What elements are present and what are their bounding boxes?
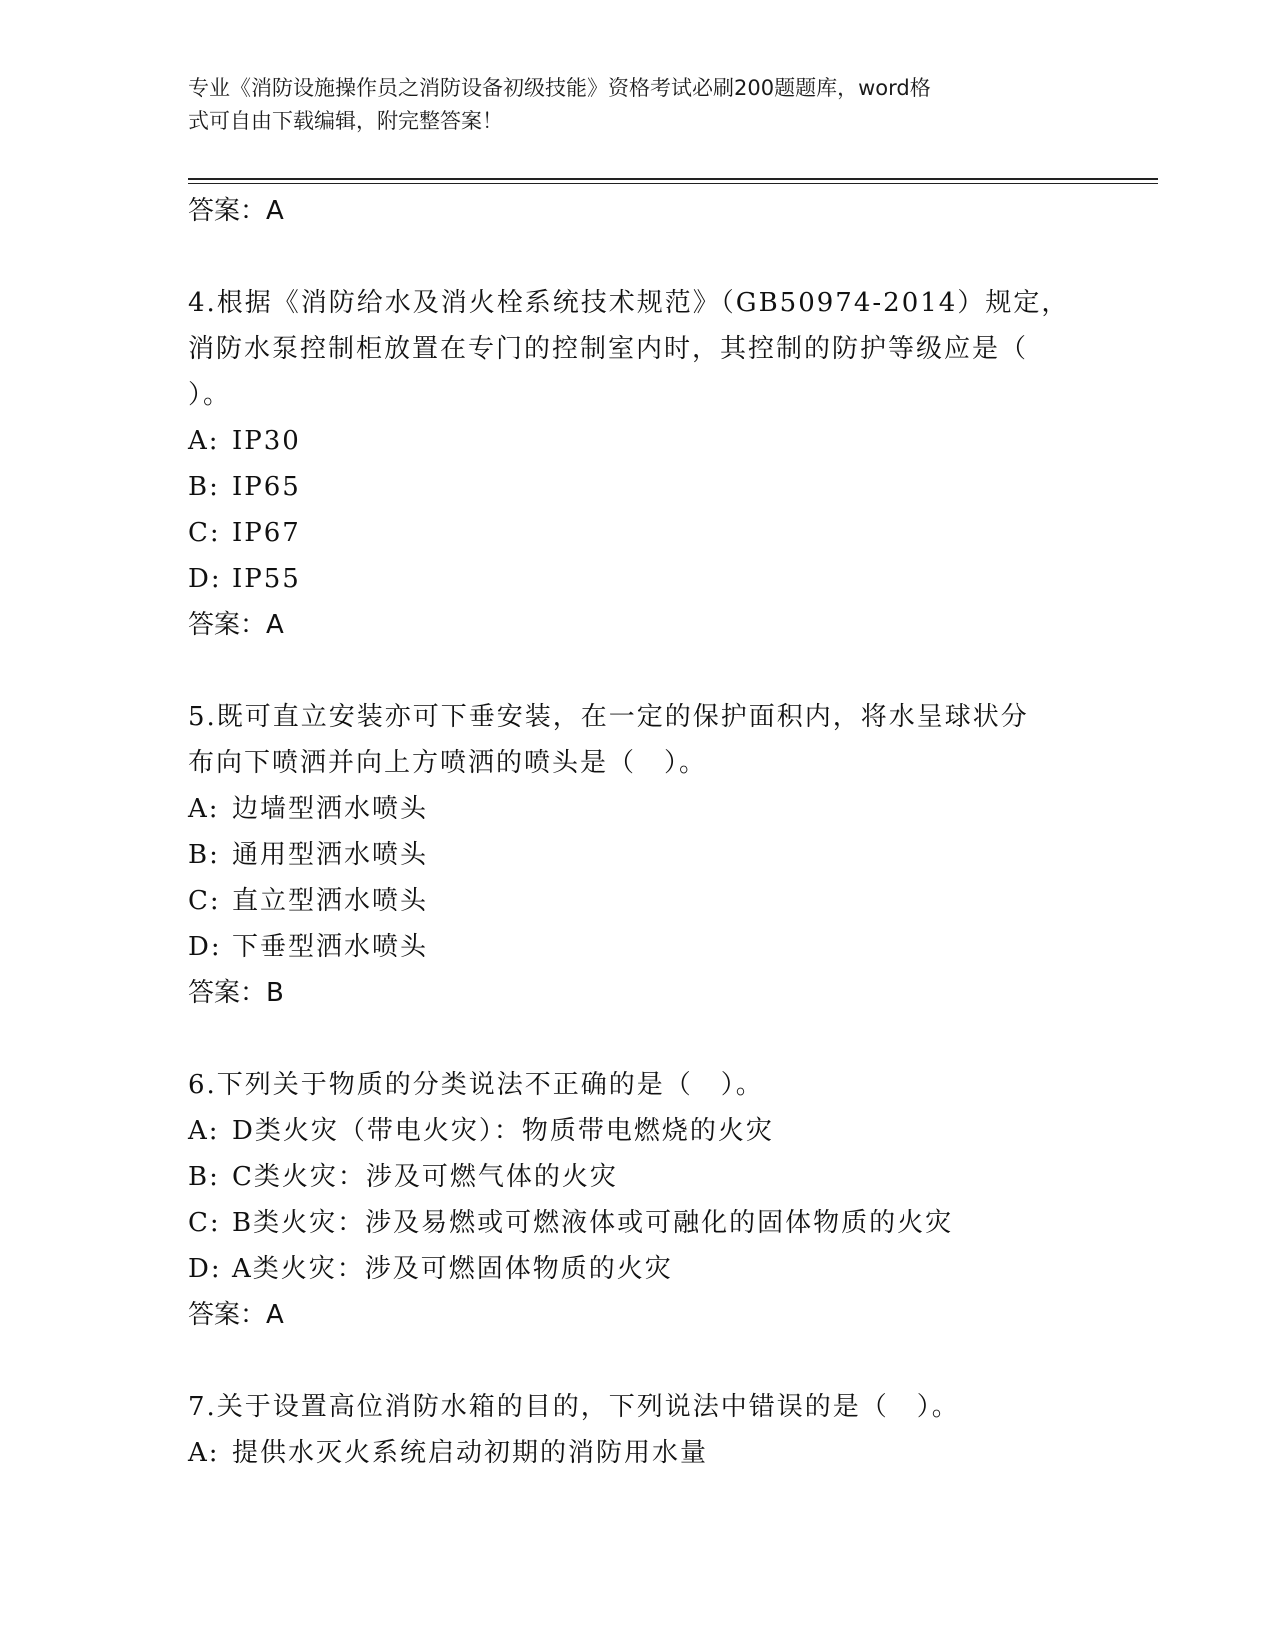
option-text: IP65 — [232, 472, 301, 502]
option-c — [188, 1200, 1088, 1246]
option-letter: D: — [188, 932, 222, 962]
question-block — [188, 1062, 1088, 1338]
question-text-line: 4.根据《消防给水及消火栓系统技术规范》（GB50974-2014）规定， — [188, 288, 1070, 318]
option-b — [188, 464, 1088, 510]
question-text — [188, 694, 1088, 786]
option-letter: B: — [188, 472, 220, 502]
document-header — [188, 72, 1068, 138]
question-text-line: 7.关于设置高位消防水箱的目的，下列说法中错误的是（ ）。 — [188, 1392, 960, 1422]
question-text-line: 布向下喷洒并向上方喷洒的喷头是（ ）。 — [188, 748, 708, 778]
header-line-2: 式可自由下载编辑，附完整答案！ — [188, 109, 503, 133]
option-d — [188, 1246, 1088, 1292]
option-letter: B: — [188, 840, 220, 870]
question-text — [188, 280, 1088, 418]
option-letter: D: — [188, 1254, 222, 1284]
option-a — [188, 786, 1088, 832]
header-line-1: 专业《消防设施操作员之消防设备初级技能》资格考试必刷200题题库，word格 — [188, 76, 931, 100]
option-text: A类火灾：涉及可燃固体物质的火灾 — [232, 1254, 673, 1284]
answer-line: 答案：A — [188, 610, 284, 640]
option-text: IP55 — [232, 564, 301, 594]
option-b — [188, 832, 1088, 878]
option-letter: C: — [188, 1208, 221, 1238]
option-text: IP67 — [232, 518, 301, 548]
question-text-line: 6.下列关于物质的分类说法不正确的是（ ）。 — [188, 1070, 764, 1100]
option-a — [188, 1430, 1088, 1476]
question-block — [188, 1384, 1088, 1476]
option-a — [188, 418, 1088, 464]
option-text: C类火灾：涉及可燃气体的火灾 — [232, 1162, 618, 1192]
option-letter: B: — [188, 1162, 220, 1192]
option-d — [188, 924, 1088, 970]
option-b — [188, 1154, 1088, 1200]
option-text: 直立型洒水喷头 — [232, 886, 429, 916]
answer-line: 答案：A — [188, 1300, 284, 1330]
option-text: D类火灾（带电火灾）：物质带电燃烧的火灾 — [232, 1116, 774, 1146]
option-text: 通用型洒水喷头 — [232, 840, 429, 870]
header-rule-thick — [188, 178, 1158, 180]
option-letter: C: — [188, 886, 221, 916]
question-block — [188, 694, 1088, 1016]
answer-line: 答案：A — [188, 196, 284, 226]
option-letter: A: — [188, 1116, 220, 1146]
question-text-line: 5.既可直立安装亦可下垂安装，在一定的保护面积内，将水呈球状分 — [188, 702, 1029, 732]
question-text-line: ）。 — [188, 380, 232, 410]
question-text — [188, 1384, 1088, 1430]
option-letter: C: — [188, 518, 221, 548]
option-letter: A: — [188, 1438, 220, 1468]
header-rule-thin — [188, 183, 1158, 184]
option-a — [188, 1108, 1088, 1154]
question-text-line: 消防水泵控制柜放置在专门的控制室内时，其控制的防护等级应是（ — [188, 334, 1029, 364]
option-text: 边墙型洒水喷头 — [232, 794, 429, 824]
option-text: 下垂型洒水喷头 — [232, 932, 429, 962]
option-text: 提供水灭火系统启动初期的消防用水量 — [232, 1438, 709, 1468]
option-text: B类火灾：涉及易燃或可燃液体或可融化的固体物质的火灾 — [232, 1208, 954, 1238]
option-text: IP30 — [232, 426, 301, 456]
option-letter: A: — [188, 426, 220, 456]
question-list — [188, 188, 1088, 1476]
option-d — [188, 556, 1088, 602]
option-c — [188, 878, 1088, 924]
option-c — [188, 510, 1088, 556]
question-block — [188, 280, 1088, 648]
question-text — [188, 1062, 1088, 1108]
option-letter: A: — [188, 794, 220, 824]
answer-line: 答案：B — [188, 978, 284, 1008]
option-letter: D: — [188, 564, 222, 594]
